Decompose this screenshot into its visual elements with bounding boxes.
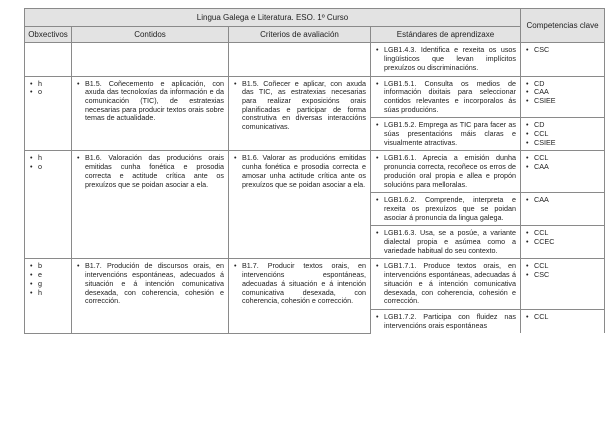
header-competences: Competencias clave	[521, 9, 605, 43]
standard-cell	[371, 193, 521, 226]
competence-item: • CCL	[525, 229, 600, 238]
standard-cell	[371, 43, 521, 76]
table-row	[25, 76, 605, 118]
criterion-text: • B1.6. Valorar as producións emitidas cunha fonética e prosodia correcta e amosar unha actitude crítica ante os prexuízos que se poidan asociar a ela.	[233, 154, 366, 189]
header-contents: Contidos	[72, 26, 229, 43]
content-cell	[72, 76, 229, 151]
content-text: • B1.5. Coñecemento e aplicación, con axuda das tecnoloxías da información e da comunicación (TIC), de estratexias necesarias para producir textos orais sobre temas de actualidade.	[76, 80, 224, 124]
competence-item: • CCL	[525, 130, 600, 139]
competence-item: • CCL	[525, 262, 600, 271]
standard-text: • LGB1.5.2. Emprega as TIC para facer as súas presentacións máis claras e visualmente atractivas.	[375, 121, 516, 147]
standard-text: • LGB1.6.1. Aprecia a emisión dunha pronuncia correcta, recoñece os erros de produción oral propia e allea e propón solucións para melloralas.	[375, 154, 516, 189]
table-title: Lingua Galega e Literatura. ESO. 1º Curso	[25, 9, 521, 27]
objective-item: • g	[29, 280, 67, 289]
competences-cell	[521, 118, 605, 151]
objectives-cell	[25, 151, 72, 259]
competences-cell	[521, 259, 605, 310]
standard-cell	[371, 76, 521, 118]
standard-text: • LGB1.6.2. Comprende, interpreta e rexeita os prexuízos que se poidan asociar á pronuncia da lingua galega.	[375, 196, 516, 222]
competences-list	[525, 154, 600, 171]
objective-item: • e	[29, 271, 67, 280]
competences-list	[525, 229, 600, 246]
criterion-cell	[229, 76, 371, 151]
competence-item: • CCEC	[525, 238, 600, 247]
table-row	[25, 151, 605, 193]
standard-text: • LGB1.7.1. Produce textos orais, en intervencións espontáneas, adecuadas á situación e á intención comunicativa desexada, con coherencia, cohesión e corrección.	[375, 262, 516, 306]
standard-cell	[371, 118, 521, 151]
competence-item: • CCL	[525, 154, 600, 163]
standard-text: • LGB1.4.3. Identifica e rexeita os usos lingüísticos que levan implícitos prexuízos ou discriminacións.	[375, 46, 516, 72]
objective-item: • h	[29, 154, 67, 163]
objective-item: • h	[29, 80, 67, 89]
standard-text: • LGB1.7.2. Participa con fluidez nas intervencións orais espontáneas	[375, 313, 516, 330]
header-standards: Estándares de aprendizaxe	[371, 26, 521, 43]
objective-item: • h	[29, 289, 67, 298]
curriculum-page	[24, 8, 605, 334]
standard-cell	[371, 259, 521, 310]
competences-cell	[521, 76, 605, 118]
objective-item: • o	[29, 163, 67, 172]
competence-item: • CSIEE	[525, 97, 600, 106]
table-body	[25, 43, 605, 333]
competences-cell	[521, 193, 605, 226]
content-text: • B1.7. Produción de discursos orais, en intervencións espontáneas, adecuados á situación e á intención comunicativa desexada, con coherencia, cohesión e corrección.	[76, 262, 224, 306]
content-cell	[72, 43, 229, 76]
competences-list	[525, 196, 600, 205]
objectives-cell	[25, 76, 72, 151]
competence-item: • CAA	[525, 163, 600, 172]
objectives-cell	[25, 43, 72, 76]
competence-item: • CCL	[525, 313, 600, 322]
competence-item: • CD	[525, 121, 600, 130]
standard-cell	[371, 151, 521, 193]
competence-item: • CAA	[525, 196, 600, 205]
objectives-cell	[25, 259, 72, 333]
objectives-list	[29, 80, 67, 97]
competence-item: • CSC	[525, 46, 600, 55]
content-cell	[72, 259, 229, 333]
standard-cell	[371, 309, 521, 333]
competences-cell	[521, 151, 605, 193]
objectives-list	[29, 154, 67, 171]
standard-text: • LGB1.5.1. Consulta os medios de información dixitais para seleccionar contidos relevantes e incorporalos ás súas producións.	[375, 80, 516, 115]
competence-item: • CSIEE	[525, 139, 600, 148]
criterion-text: • B1.7. Producir textos orais, en intervencións espontáneas, adecuadas á situación e á intención comunicativa desexada, con coherencia, cohesión e corrección.	[233, 262, 366, 306]
standard-text: • LGB1.6.3. Usa, se a posúe, a variante dialectal propia e asúmea como a variedade habitual do seu contexto.	[375, 229, 516, 255]
curriculum-table	[24, 8, 605, 334]
content-cell	[72, 151, 229, 259]
competence-item: • CD	[525, 80, 600, 89]
competences-list	[525, 80, 600, 106]
competences-cell	[521, 226, 605, 259]
objectives-list	[29, 262, 67, 297]
standard-cell	[371, 226, 521, 259]
content-text: • B1.6. Valoración das producións orais emitidas cunha fonética e prosodia correcta e actitude crítica ante os prexuízos que se poidan asociar a ela.	[76, 154, 224, 189]
criterion-cell	[229, 259, 371, 333]
competences-cell	[521, 43, 605, 76]
competence-item: • CAA	[525, 88, 600, 97]
competences-list	[525, 313, 600, 322]
header-criteria: Criterios de avaliación	[229, 26, 371, 43]
criterion-text: • B1.5. Coñecer e aplicar, con axuda das TIC, as estratexias necesarias para realizar exposicións orais planificadas e participar de forma construtiva en diversas interaccións comunicativas.	[233, 80, 366, 132]
competences-list	[525, 262, 600, 279]
table-row	[25, 259, 605, 310]
objective-item: • o	[29, 88, 67, 97]
table-row	[25, 43, 605, 76]
criterion-cell	[229, 43, 371, 76]
competences-list	[525, 46, 600, 55]
competences-list	[525, 121, 600, 147]
objective-item: • b	[29, 262, 67, 271]
header-objectives: Obxectivos	[25, 26, 72, 43]
competences-cell	[521, 309, 605, 333]
criterion-cell	[229, 151, 371, 259]
competence-item: • CSC	[525, 271, 600, 280]
